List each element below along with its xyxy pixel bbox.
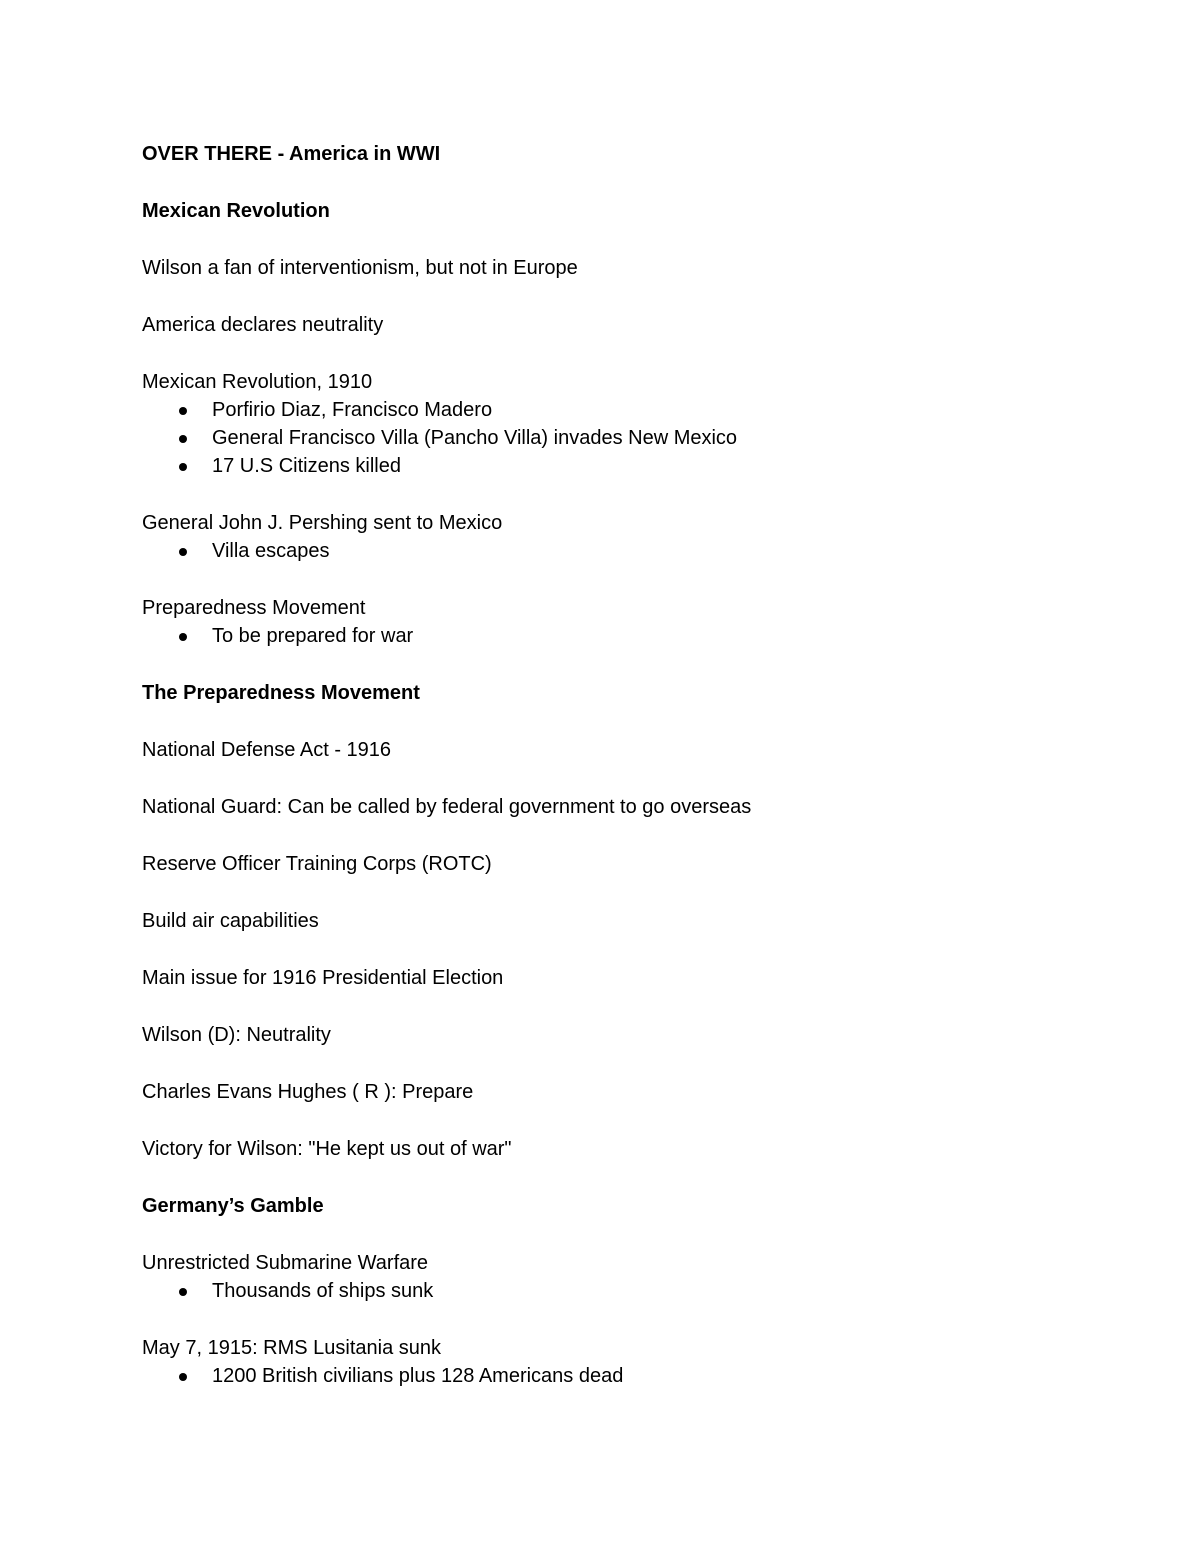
spacer bbox=[142, 1220, 1102, 1249]
list-item bbox=[142, 1277, 1102, 1305]
bullet-icon bbox=[179, 1288, 187, 1296]
spacer bbox=[142, 935, 1102, 964]
bullet-list bbox=[142, 622, 1102, 650]
bullet-icon bbox=[179, 407, 187, 415]
bullet-list bbox=[142, 1277, 1102, 1305]
bullet-icon bbox=[179, 1373, 187, 1381]
paragraph: Unrestricted Submarine Warfare bbox=[142, 1252, 429, 1274]
spacer bbox=[142, 339, 1102, 368]
spacer bbox=[142, 650, 1102, 679]
paragraph: Reserve Officer Training Corps (ROTC) bbox=[142, 853, 492, 875]
list-item-text: To be prepared for war bbox=[212, 625, 414, 647]
paragraph: Mexican Revolution, 1910 bbox=[142, 371, 373, 393]
paragraph: Wilson (D): Neutrality bbox=[142, 1024, 331, 1046]
list-item bbox=[142, 396, 1102, 424]
bullet-list bbox=[142, 537, 1102, 565]
spacer bbox=[142, 282, 1102, 311]
section-heading: Germany’s Gamble bbox=[142, 1195, 324, 1217]
list-item-text: General Francisco Villa (Pancho Villa) invades New Mexico bbox=[212, 427, 738, 449]
paragraph: May 7, 1915: RMS Lusitania sunk bbox=[142, 1337, 442, 1359]
document-page bbox=[142, 140, 1102, 1390]
spacer bbox=[142, 992, 1102, 1021]
spacer bbox=[142, 707, 1102, 736]
paragraph: Victory for Wilson: "He kept us out of war" bbox=[142, 1138, 512, 1160]
spacer bbox=[142, 878, 1102, 907]
bullet-icon bbox=[179, 633, 187, 641]
list-item bbox=[142, 537, 1102, 565]
list-item-text: 17 U.S Citizens killed bbox=[212, 455, 401, 477]
bullet-list bbox=[142, 396, 1102, 480]
paragraph: Preparedness Movement bbox=[142, 597, 366, 619]
spacer bbox=[142, 225, 1102, 254]
spacer bbox=[142, 1305, 1102, 1334]
bullet-icon bbox=[179, 463, 187, 471]
list-item-text: Porfirio Diaz, Francisco Madero bbox=[212, 399, 493, 421]
list-item-text: 1200 British civilians plus 128 Americans dead bbox=[212, 1365, 624, 1387]
paragraph: Build air capabilities bbox=[142, 910, 319, 932]
list-item bbox=[142, 452, 1102, 480]
spacer bbox=[142, 565, 1102, 594]
list-item-text: Thousands of ships sunk bbox=[212, 1280, 434, 1302]
list-item-text: Villa escapes bbox=[212, 540, 330, 562]
paragraph: General John J. Pershing sent to Mexico bbox=[142, 512, 503, 534]
spacer bbox=[142, 1163, 1102, 1192]
list-item bbox=[142, 622, 1102, 650]
paragraph: Charles Evans Hughes ( R ): Prepare bbox=[142, 1081, 474, 1103]
list-item bbox=[142, 1362, 1102, 1390]
paragraph: National Guard: Can be called by federal government to go overseas bbox=[142, 796, 752, 818]
paragraph: America declares neutrality bbox=[142, 314, 384, 336]
spacer bbox=[142, 1106, 1102, 1135]
spacer bbox=[142, 480, 1102, 509]
list-item bbox=[142, 424, 1102, 452]
paragraph: Wilson a fan of interventionism, but not in Europe bbox=[142, 257, 578, 279]
paragraph: Main issue for 1916 Presidential Election bbox=[142, 967, 504, 989]
bullet-list bbox=[142, 1362, 1102, 1390]
spacer bbox=[142, 764, 1102, 793]
bullet-icon bbox=[179, 435, 187, 443]
section-heading: The Preparedness Movement bbox=[142, 682, 420, 704]
bullet-icon bbox=[179, 548, 187, 556]
spacer bbox=[142, 168, 1102, 197]
paragraph: National Defense Act - 1916 bbox=[142, 739, 392, 761]
spacer bbox=[142, 821, 1102, 850]
section-heading: Mexican Revolution bbox=[142, 200, 330, 222]
document-title: OVER THERE - America in WWI bbox=[142, 143, 441, 165]
spacer bbox=[142, 1049, 1102, 1078]
